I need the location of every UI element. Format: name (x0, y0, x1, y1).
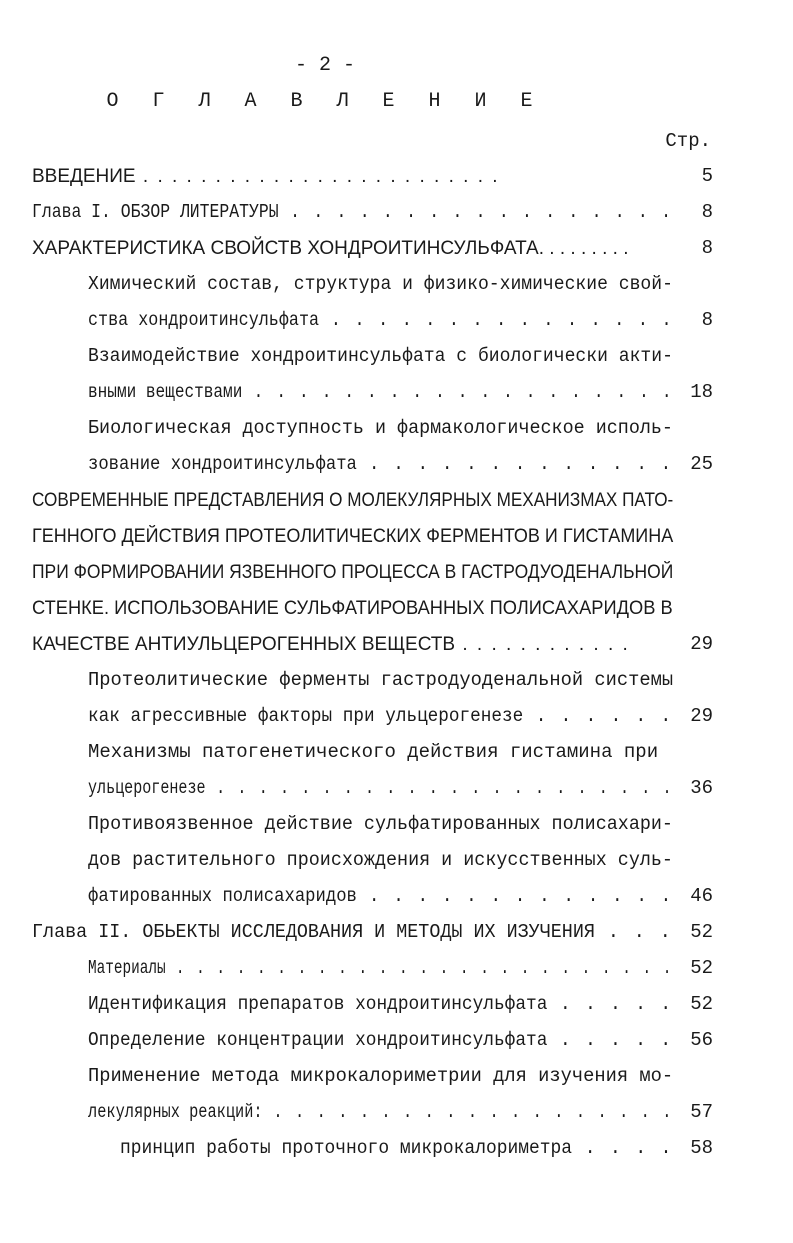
toc-entry-text: как агрессивные факторы при ульцерогенезе (88, 705, 524, 727)
page-number: - 2 - (294, 54, 355, 77)
toc-entry-text: ВВЕДЕНИЕ (32, 166, 136, 187)
toc-page-number: 25 (690, 453, 713, 475)
toc-entry-bioavailability[interactable] (88, 419, 673, 438)
toc-entry-interaction-cont[interactable] (88, 383, 673, 402)
toc-page-number: 8 (701, 309, 713, 331)
toc-page-number: 58 (690, 1137, 713, 1159)
toc-entry-text: СОВРЕМЕННЫЕ ПРЕДСТАВЛЕНИЯ О МОЛЕКУЛЯРНЫХ МЕХАНИЗМАХ ПАТО- (32, 490, 674, 511)
toc-leader: . . . . . . . . . . . . . . . . . . . . . . . . . (135, 166, 500, 187)
toc-entry-microcalorimetry[interactable] (88, 1067, 673, 1086)
toc-entry-proteolytic-enzymes-cont[interactable] (88, 707, 673, 726)
toc-entry-section-chondroitin-properties[interactable] (32, 239, 628, 258)
toc-entry-text: ХАРАКТЕРИСТИКА СВОЙСТВ ХОНДРОИТИНСУЛЬФАТА. . . . . . . . . (32, 238, 629, 259)
toc-entry-modern-concepts-cont[interactable] (32, 563, 673, 582)
toc-entry-chapter-1[interactable] (32, 203, 673, 222)
toc-entry-text: ГЕННОГО ДЕЙСТВИЯ ПРОТЕОЛИТИЧЕСКИХ ФЕРМЕНТОВ И ГИСТАМИНА (32, 526, 674, 547)
toc-entry-chapter-2[interactable] (32, 923, 673, 942)
toc-entry-histamine-mechanisms[interactable] (88, 743, 658, 762)
toc-entry-text: дов растительного происхождения и искусственных суль- (88, 849, 673, 871)
toc-entry-text: вными веществами (88, 381, 243, 403)
toc-entry-text: лекулярных реакций: (88, 1101, 263, 1123)
toc-entry-text: Определение концентрации хондроитинсульфата (88, 1029, 548, 1051)
toc-page-number: 29 (690, 705, 713, 727)
toc-entry-text: ПРИ ФОРМИРОВАНИИ ЯЗВЕННОГО ПРОЦЕССА В ГАСТРОДУОДЕНАЛЬНОЙ (32, 562, 674, 583)
toc-page-number: 8 (701, 201, 713, 223)
toc-entry-proteolytic-enzymes[interactable] (88, 671, 673, 690)
toc-page-number: 52 (690, 957, 713, 979)
toc-page-number: 5 (701, 165, 713, 187)
toc-entry-text: Противоязвенное действие сульфатированных полисахари- (88, 813, 673, 835)
toc-leader: . . . . . . . . . . . . . . . . . (278, 201, 673, 223)
toc-page-number: 46 (690, 885, 713, 907)
toc-entry-text: КАЧЕСТВЕ АНТИУЛЬЦЕРОГЕННЫХ ВЕЩЕСТВ (32, 634, 456, 655)
toc-entry-chemical-composition-cont[interactable] (88, 311, 673, 330)
toc-entry-interaction[interactable] (88, 347, 673, 366)
toc-page-number: 52 (690, 993, 713, 1015)
toc-entry-text: Глава II. ОБЬЕКТЫ ИССЛЕДОВАНИЯ И МЕТОДЫ ИХ ИЗУЧЕНИЯ (32, 921, 595, 943)
toc-entry-bioavailability-cont[interactable] (88, 455, 673, 474)
toc-entry-identification[interactable] (88, 995, 673, 1014)
toc-leader: . . . . . . (523, 705, 673, 727)
toc-entry-flow-microcalorimeter[interactable] (120, 1139, 673, 1158)
toc-leader: . . . . (572, 1137, 674, 1159)
toc-entry-antiulcer-action-cont[interactable] (88, 887, 673, 906)
toc-entry-histamine-mechanisms-cont[interactable] (88, 779, 673, 798)
toc-entry-materials[interactable] (88, 959, 673, 978)
toc-leader: . . . . . . . . . . . . . . . (319, 309, 674, 331)
toc-entry-modern-concepts-cont[interactable] (32, 527, 673, 546)
toc-entry-text: ства хондроитинсульфата (88, 309, 320, 331)
toc-entry-introduction[interactable] (32, 167, 500, 186)
toc-entry-modern-concepts-cont[interactable] (32, 635, 630, 654)
toc-leader: . . . (594, 921, 673, 943)
toc-page-number: 36 (690, 777, 713, 799)
toc-page-number: 56 (690, 1029, 713, 1051)
toc-entry-text: ульцерогенезе (88, 777, 206, 799)
toc-entry-text: Биологическая доступность и фармакологическое исполь- (88, 417, 673, 439)
toc-entry-antiulcer-action[interactable] (88, 815, 673, 834)
toc-leader: . . . . . (547, 993, 673, 1015)
toc-leader: . . . . . . . . . . . . (455, 634, 630, 655)
toc-leader: . . . . . (547, 1029, 673, 1051)
toc-entry-text: зование хондроитинсульфата (88, 453, 357, 475)
toc-leader: . . . . . . . . . . . . . (356, 885, 673, 907)
toc-page-number: 29 (690, 633, 713, 655)
toc-entry-concentration[interactable] (88, 1031, 673, 1050)
page-column-label: Стр. (665, 130, 711, 152)
toc-entry-text: Химический состав, структура и физико-химические свой- (88, 273, 673, 295)
toc-entry-text: фатированных полисахаридов (88, 885, 357, 907)
toc-entry-text: Идентификация препаратов хондроитинсульфата (88, 993, 548, 1015)
toc-page-number: 52 (690, 921, 713, 943)
toc-entry-text: Взаимодействие хондроитинсульфата с биологически акти- (88, 345, 673, 367)
toc-leader: . . . . . . . . . . . . . . . . . . . (262, 1101, 674, 1123)
toc-page-number: 8 (701, 237, 713, 259)
toc-entry-text: Глава I. ОБЗОР ЛИТЕРАТУРЫ (32, 201, 279, 223)
toc-entry-text: Протеолитические ферменты гастродуоденальной системы (88, 669, 674, 691)
toc-page-number: 57 (690, 1101, 713, 1123)
toc-leader: . . . . . . . . . . . . . . . . . . . (242, 381, 674, 403)
toc-entry-modern-concepts[interactable] (32, 491, 673, 510)
toc-entry-chemical-composition[interactable] (88, 275, 673, 294)
toc-entry-text: Механизмы патогенетического действия гистамина при (88, 741, 659, 763)
toc-entry-text: СТЕНКЕ. ИСПОЛЬЗОВАНИЕ СУЛЬФАТИРОВАННЫХ ПОЛИСАХАРИДОВ В (32, 598, 673, 619)
toc-entry-text: принцип работы проточного микрокалориметра (120, 1137, 573, 1159)
toc-entry-modern-concepts-cont[interactable] (32, 599, 673, 618)
toc-leader: . . . . . . . . . . . . . (356, 453, 673, 475)
toc-page-number: 18 (690, 381, 713, 403)
toc-leader: . . . . . . . . . . . . . . . . . . . . . . . . . (165, 957, 673, 979)
toc-entry-text: Материалы (88, 957, 166, 979)
toc-title: О Г Л А В Л Е Н И Е (106, 90, 544, 113)
toc-leader: . . . . . . . . . . . . . . . . . . . . . . (205, 777, 674, 799)
toc-entry-text: Применение метода микрокалориметрии для изучения мо- (88, 1065, 674, 1087)
toc-entry-antiulcer-action-cont[interactable] (88, 851, 673, 870)
toc-entry-microcalorimetry-cont[interactable] (88, 1103, 673, 1122)
